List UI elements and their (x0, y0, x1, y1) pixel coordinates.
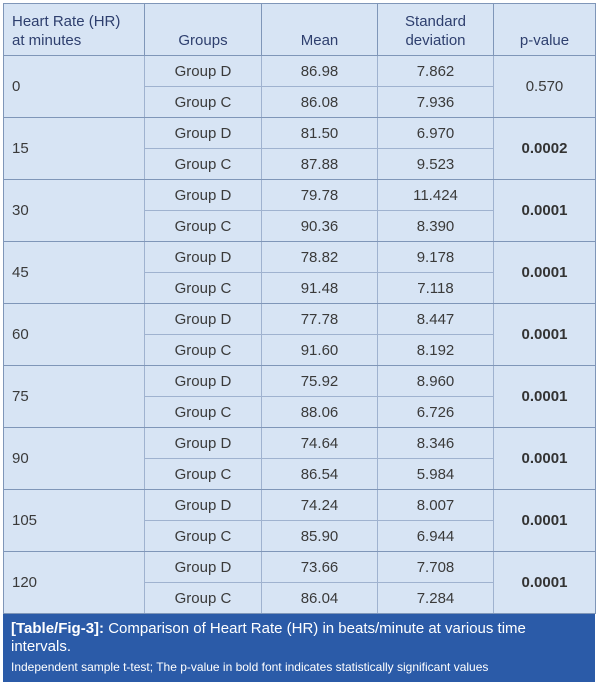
mean-cell: 91.48 (262, 273, 378, 304)
minute-cell: 45 (4, 242, 145, 304)
sd-cell: 11.424 (378, 180, 494, 211)
table-row (4, 552, 596, 583)
group-cell: Group D (145, 304, 262, 335)
minute-cell: 30 (4, 180, 145, 242)
group-cell: Group D (145, 366, 262, 397)
mean-cell: 88.06 (262, 397, 378, 428)
group-cell: Group C (145, 397, 262, 428)
minute-cell: 120 (4, 552, 145, 614)
minute-cell: 0 (4, 56, 145, 118)
mean-cell: 90.36 (262, 211, 378, 242)
p-value-cell: 0.0001 (494, 242, 596, 304)
table-row (4, 56, 596, 87)
sd-cell: 5.984 (378, 459, 494, 490)
caption-title (11, 620, 587, 656)
table-row (4, 490, 596, 521)
table-caption (3, 614, 595, 682)
p-value-cell: 0.0001 (494, 490, 596, 552)
group-cell: Group C (145, 211, 262, 242)
mean-cell: 86.98 (262, 56, 378, 87)
p-value-cell: 0.0002 (494, 118, 596, 180)
header-mean: Mean (262, 4, 378, 56)
p-value-cell: 0.0001 (494, 180, 596, 242)
table-row (4, 180, 596, 211)
sd-cell: 8.346 (378, 428, 494, 459)
sd-cell: 8.007 (378, 490, 494, 521)
group-cell: Group C (145, 459, 262, 490)
mean-cell: 86.08 (262, 87, 378, 118)
group-cell: Group D (145, 428, 262, 459)
group-cell: Group D (145, 490, 262, 521)
table-row (4, 304, 596, 335)
sd-cell: 7.708 (378, 552, 494, 583)
table-header (4, 4, 596, 56)
table-figure (3, 3, 595, 682)
table-row (4, 366, 596, 397)
mean-cell: 86.54 (262, 459, 378, 490)
mean-cell: 75.92 (262, 366, 378, 397)
sd-cell: 7.284 (378, 583, 494, 614)
minute-cell: 90 (4, 428, 145, 490)
sd-cell: 8.390 (378, 211, 494, 242)
sd-cell: 8.447 (378, 304, 494, 335)
sd-cell: 7.862 (378, 56, 494, 87)
sd-cell: 8.192 (378, 335, 494, 366)
caption-note: Independent sample t-test; The p-value in bold font indicates statistically significant values (11, 660, 489, 674)
p-value-cell: 0.0001 (494, 428, 596, 490)
mean-cell: 73.66 (262, 552, 378, 583)
mean-cell: 87.88 (262, 149, 378, 180)
p-value-cell: 0.570 (494, 56, 596, 118)
header-sd-line1: Standard (405, 13, 466, 30)
group-cell: Group C (145, 335, 262, 366)
p-value-cell: 0.0001 (494, 552, 596, 614)
header-groups: Groups (145, 4, 262, 56)
group-cell: Group C (145, 521, 262, 552)
header-sd-line2: deviation (405, 32, 466, 49)
group-cell: Group D (145, 180, 262, 211)
group-cell: Group C (145, 87, 262, 118)
header-heart-rate-line2: at minutes (12, 32, 82, 49)
caption-text: Comparison of Heart Rate (HR) in beats/minute at various time intervals. (11, 620, 526, 655)
mean-cell: 74.64 (262, 428, 378, 459)
table-row (4, 242, 596, 273)
table-row (4, 428, 596, 459)
minute-cell: 105 (4, 490, 145, 552)
p-value-cell: 0.0001 (494, 366, 596, 428)
header-heart-rate-line1: Heart Rate (HR) (12, 13, 121, 30)
mean-cell: 78.82 (262, 242, 378, 273)
mean-cell: 79.78 (262, 180, 378, 211)
group-cell: Group C (145, 583, 262, 614)
mean-cell: 85.90 (262, 521, 378, 552)
header-heart-rate (4, 4, 145, 56)
mean-cell: 91.60 (262, 335, 378, 366)
sd-cell: 6.726 (378, 397, 494, 428)
sd-cell: 6.944 (378, 521, 494, 552)
sd-cell: 6.970 (378, 118, 494, 149)
mean-cell: 86.04 (262, 583, 378, 614)
sd-cell: 9.523 (378, 149, 494, 180)
mean-cell: 81.50 (262, 118, 378, 149)
header-row (4, 4, 596, 56)
minute-cell: 15 (4, 118, 145, 180)
mean-cell: 77.78 (262, 304, 378, 335)
heart-rate-table (3, 3, 596, 614)
sd-cell: 8.960 (378, 366, 494, 397)
group-cell: Group C (145, 273, 262, 304)
table-body (4, 56, 596, 614)
group-cell: Group D (145, 552, 262, 583)
group-cell: Group D (145, 118, 262, 149)
header-sd (378, 4, 494, 56)
caption-label: [Table/Fig-3]: (11, 620, 105, 637)
p-value-cell: 0.0001 (494, 304, 596, 366)
minute-cell: 75 (4, 366, 145, 428)
sd-cell: 7.118 (378, 273, 494, 304)
sd-cell: 7.936 (378, 87, 494, 118)
mean-cell: 74.24 (262, 490, 378, 521)
group-cell: Group D (145, 242, 262, 273)
group-cell: Group D (145, 56, 262, 87)
sd-cell: 9.178 (378, 242, 494, 273)
group-cell: Group C (145, 149, 262, 180)
minute-cell: 60 (4, 304, 145, 366)
header-p-value: p-value (494, 4, 596, 56)
table-row (4, 118, 596, 149)
